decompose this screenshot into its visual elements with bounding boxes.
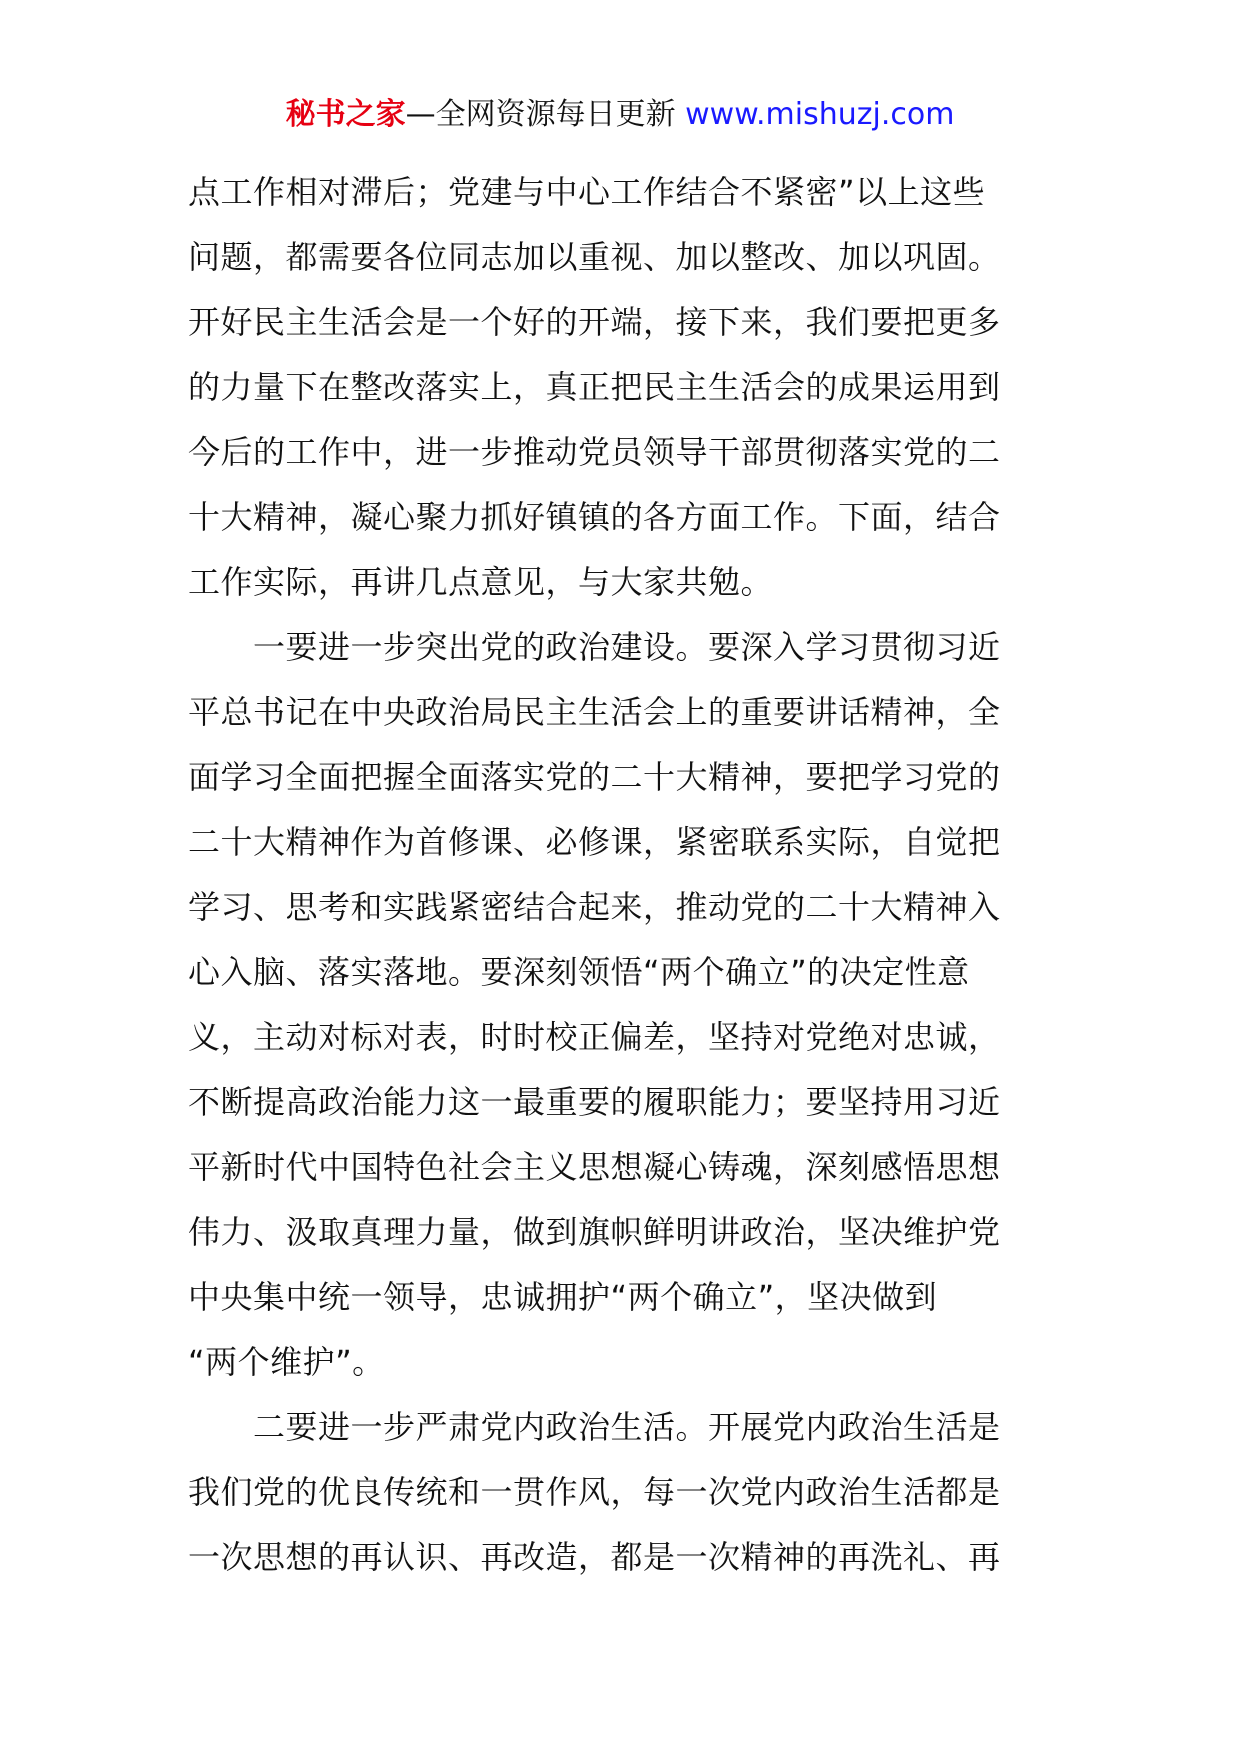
text-line: 问题，都需要各位同志加以重视、加以整改、加以巩固。 [188,238,1001,276]
text-line: 中央集中统一领导，忠诚拥护“两个确立”，坚决做到 [188,1278,938,1316]
text-line: 心入脑、落实落地。要深刻领悟“两个确立”的决定性意 [188,953,970,991]
brand-name: 秘书之家 [285,97,406,132]
site-url-link[interactable]: www.mishuzj.com [685,97,955,132]
text-line: 我们党的优良传统和一贯作风，每一次党内政治生活都是 [188,1473,1001,1511]
text-line: 不断提高政治能力这一最重要的履职能力；要坚持用习近 [188,1083,1001,1121]
text-line: 一次思想的再认识、再改造，都是一次精神的再洗礼、再 [188,1538,1001,1576]
text-line: 学习、思考和实践紧密结合起来，推动党的二十大精神入 [188,888,1001,926]
text-line: 点工作相对滞后；党建与中心工作结合不紧密”以上这些 [188,173,986,211]
text-line: 的力量下在整改落实上，真正把民主生活会的成果运用到 [188,368,1001,406]
site-header [0,95,1240,135]
text-line: 二十大精神作为首修课、必修课，紧密联系实际，自觉把 [188,823,1001,861]
paragraph-2-first-line: 二要进一步严肃党内政治生活。开展党内政治生活是 [188,1408,1001,1446]
text-line: 工作实际，再讲几点意见，与大家共勉。 [188,563,774,601]
text-line: 平新时代中国特色社会主义思想凝心铸魂，深刻感悟思想 [188,1148,1001,1186]
text-line: 开好民主生活会是一个好的开端，接下来，我们要把更多 [188,303,1001,341]
text-line: 伟力、汲取真理力量，做到旗帜鲜明讲政治，坚决维护党 [188,1213,1001,1251]
text-line: 平总书记在中央政治局民主生活会上的重要讲话精神，全 [188,693,1001,731]
document-body [188,160,1052,1590]
paragraph-1-first-line: 一要进一步突出党的政治建设。要深入学习贯彻习近 [188,628,1001,666]
text-line: 今后的工作中，进一步推动党员领导干部贯彻落实党的二 [188,433,1001,471]
text-line: “两个维护”。 [188,1343,385,1381]
text-line: 义，主动对标对表，时时校正偏差，坚持对党绝对忠诚， [188,1018,1001,1056]
text-line: 面学习全面把握全面落实党的二十大精神，要把学习党的 [188,758,1001,796]
text-line: 十大精神，凝心聚力抓好镇镇的各方面工作。下面，结合 [188,498,1001,536]
site-tagline: —全网资源每日更新 [405,97,686,132]
